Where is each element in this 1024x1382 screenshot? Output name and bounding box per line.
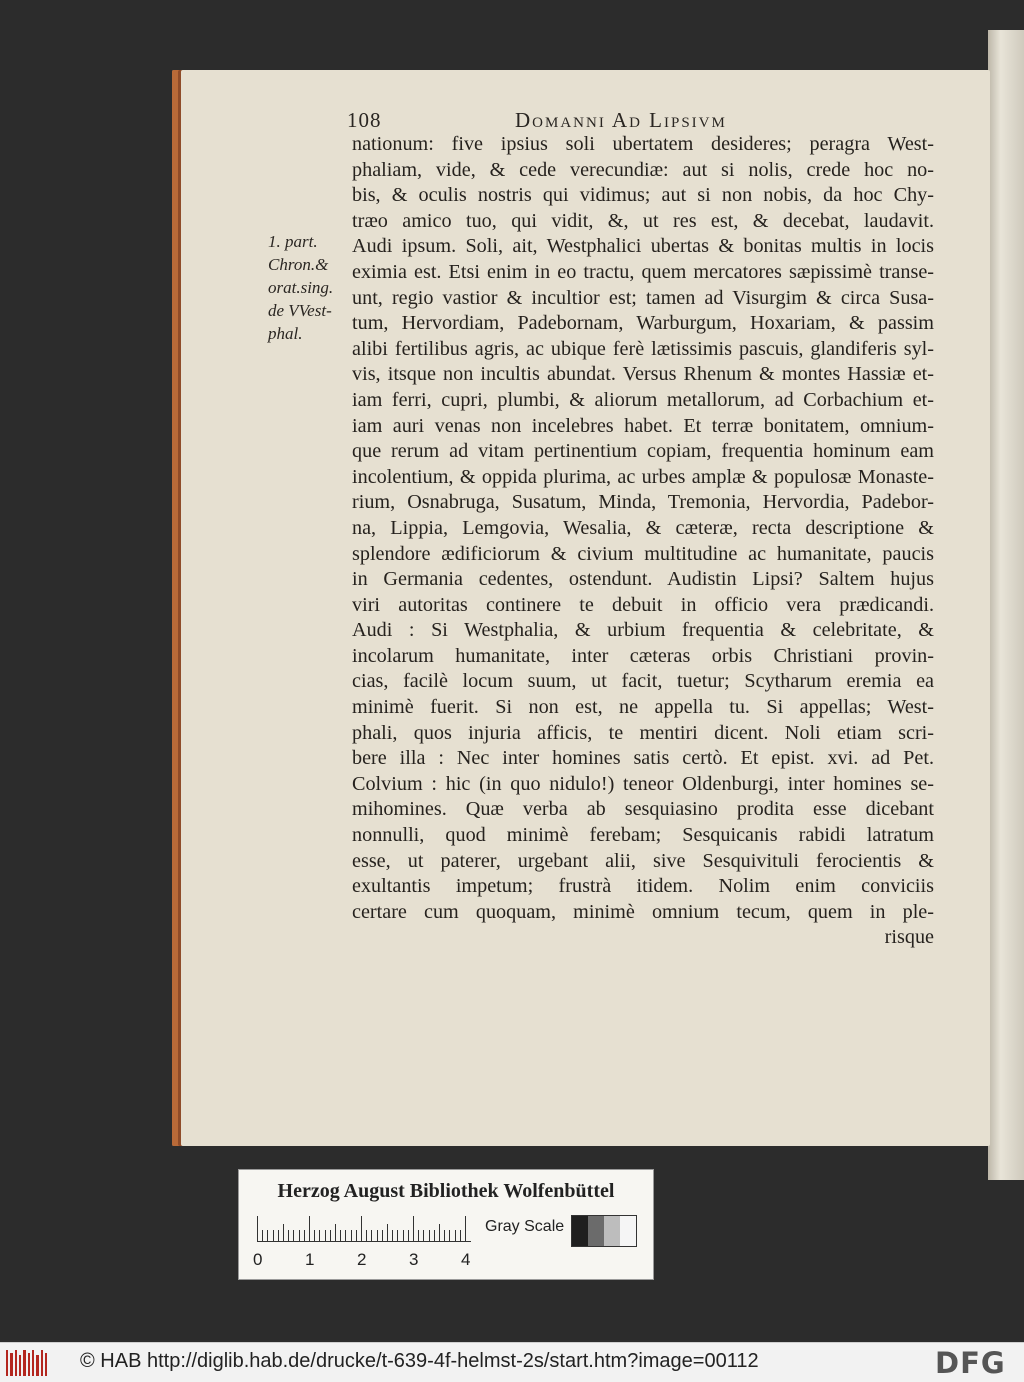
ruler-tick [278,1230,279,1242]
gray-scale-swatches [571,1215,637,1247]
text-line: minimè fuerit. Si non est, ne appella tu. Si appellas; West- [352,696,934,719]
text-line: na, Lippia, Lemgovia, Wesalia, & cæteræ, recta descriptione & [352,516,934,539]
ruler-tick [382,1230,383,1242]
text-line: træo amico tuo, qui vidit, &, ut res est, & decebat, laudavit. [352,209,934,232]
ruler-tick [361,1216,362,1242]
text-line: unt, regio vastior & incultior est; tamen ad Visurgim & circa Susa- [352,286,934,309]
gray-swatch [620,1216,636,1246]
text-line: Colvium : hic (in quo nidulo!) teneor Oldenburgi, inter homines se- [352,772,934,795]
text-line: splendore ædificiorum & civium multitudine ac humanitate, paucis [352,542,934,565]
ruler-tick [288,1230,289,1242]
ruler-tick [293,1230,294,1242]
ruler-tick [392,1230,393,1242]
running-title: Domanni Ad Lipsivm [515,108,727,132]
ruler-number: 2 [357,1250,367,1269]
gray-scale-label: Gray Scale [485,1218,565,1235]
footer-bar [0,1342,1024,1382]
text-line: Audi : Si Westphalia, & urbium frequentia & celebritate, & [352,619,934,642]
text-line: in Germania cedentes, ostendunt. Audistin Lipsi? Saltem hujus [352,568,934,591]
ruler-tick [267,1230,268,1242]
ruler-tick [429,1230,430,1242]
body-text [352,132,934,951]
book-page [172,70,990,1146]
text-line: phaliam, vide, & cede verecundiæ: aut si nolis, crede hoc no- [352,158,934,181]
text-line: iam ferri, cupri, plumbi, & aliorum metallorum, ad Corbachium et- [352,388,934,411]
ruler-tick [377,1230,378,1242]
text-line: incolentium, & oppida plurima, ac urbes amplæ & populosæ Monaste- [352,465,934,488]
text-line: nationum: five ipsius soli ubertatem desideres; peragra West- [352,133,934,155]
ruler-tick [325,1230,326,1242]
ruler-number: 0 [253,1250,263,1269]
margin-note [268,230,348,345]
ruler-tick [418,1230,419,1242]
barcode-icon [6,1350,50,1376]
ruler-tick [371,1230,372,1242]
ruler-tick [309,1216,310,1242]
ruler-tick [439,1224,440,1242]
color-calibration-card [238,1169,654,1280]
gray-swatch [604,1216,620,1246]
margin-note-line: de VVest- [268,301,332,320]
ruler-tick [387,1224,388,1242]
page-number: 108 [347,108,382,132]
ruler-tick [283,1224,284,1242]
card-title: Herzog August Bibliothek Wolfenbüttel [277,1180,615,1202]
source-url-link[interactable]: © HAB http://diglib.hab.de/drucke/t-639-4f-helmst-2s/start.htm?image=00112 [80,1350,759,1372]
ruler-tick [460,1230,461,1242]
gray-swatch [588,1216,604,1246]
ruler-tick [449,1230,450,1242]
ruler-tick [465,1216,466,1242]
text-line: bere illa : Nec inter homines satis certò. Et epist. xvi. ad Pet. [352,747,934,770]
ruler-tick [335,1224,336,1242]
ruler-tick [423,1230,424,1242]
ruler-number: 3 [409,1250,419,1269]
right-page-edge [988,30,1024,1180]
text-line: eximia est. Etsi enim in eo tractu, quem mercatores sæpissimè transe- [352,260,934,283]
ruler-tick [314,1230,315,1242]
ruler-tick [257,1216,258,1242]
ruler-tick [330,1230,331,1242]
ruler-tick [408,1230,409,1242]
text-line: rium, Osnabruga, Susatum, Minda, Tremonia, Hervordia, Padebor- [352,491,934,514]
ruler-number: 1 [305,1250,315,1269]
text-line: esse, ut paterer, urgebant alii, sive Sesquivituli ferocientis & [352,849,934,872]
text-line: iam auri venas non incelebres habet. Et terræ bonitatem, omnium- [352,414,934,437]
text-line: incolarum humanitate, inter cæteras orbis Christiani provin- [352,644,934,667]
text-line: risque [884,926,934,949]
text-line: mihomines. Quæ verba ab sesquiasino prodita esse dicebant [352,798,934,821]
text-line: cias, facilè locum suum, ut facit, tuetur; Scytharum eremia ea [352,670,934,693]
ruler-tick [455,1230,456,1242]
measurement-ruler [257,1216,471,1242]
text-line: certare cum quoquam, minimè omnium tecum, quem in ple- [352,900,934,923]
text-line: alibi fertilibus agris, ac ubique ferè lætissimis pascuis, glandiferis syl- [352,337,934,360]
text-line: que rerum ad vitam pertinentium copiam, frequentia hominum eam [352,440,934,463]
ruler-tick [397,1230,398,1242]
text-line: tum, Hervordiam, Padebornam, Warburgum, Hoxariam, & passim [352,312,934,335]
ruler-tick [299,1230,300,1242]
margin-note-line: Chron.& [268,255,329,274]
ruler-tick [413,1216,414,1242]
gray-swatch [572,1216,588,1246]
ruler-number: 4 [461,1250,471,1269]
ruler-tick [345,1230,346,1242]
ruler-tick [304,1230,305,1242]
text-line: phali, quos injuria afficis, te mentiri dicent. Noli etiam scri- [352,721,934,744]
margin-note-line: orat.sing. [268,278,334,297]
text-line: Audi ipsum. Soli, ait, Westphalici ubertas & bonitas multis in locis [352,235,934,258]
text-line: vis, itsque non incultis abundat. Versus Rhenum & montes Hassiæ et- [352,363,934,386]
text-line: viri autoritas continere te debuit in officio vera prædicandi. [352,593,934,616]
dfg-logo: DFG [935,1346,1006,1380]
ruler-tick [319,1230,320,1242]
ruler-tick [444,1230,445,1242]
ruler-tick [366,1230,367,1242]
ruler-tick [262,1230,263,1242]
ruler-tick [356,1230,357,1242]
margin-note-line: 1. part. [268,232,318,251]
text-line: bis, & oculis nostris qui vidimus; aut si non nobis, da hoc Chy- [352,184,934,207]
text-line: exultantis impetum; frustrà itidem. Nolim enim conviciis [352,875,934,898]
margin-note-line: phal. [268,324,303,343]
ruler-tick [351,1230,352,1242]
ruler-tick [340,1230,341,1242]
ruler-tick [434,1230,435,1242]
ruler-tick [403,1230,404,1242]
text-line: nonnulli, quod minimè ferebam; Sesquicanis rabidi latratum [352,824,934,847]
ruler-tick [273,1230,274,1242]
